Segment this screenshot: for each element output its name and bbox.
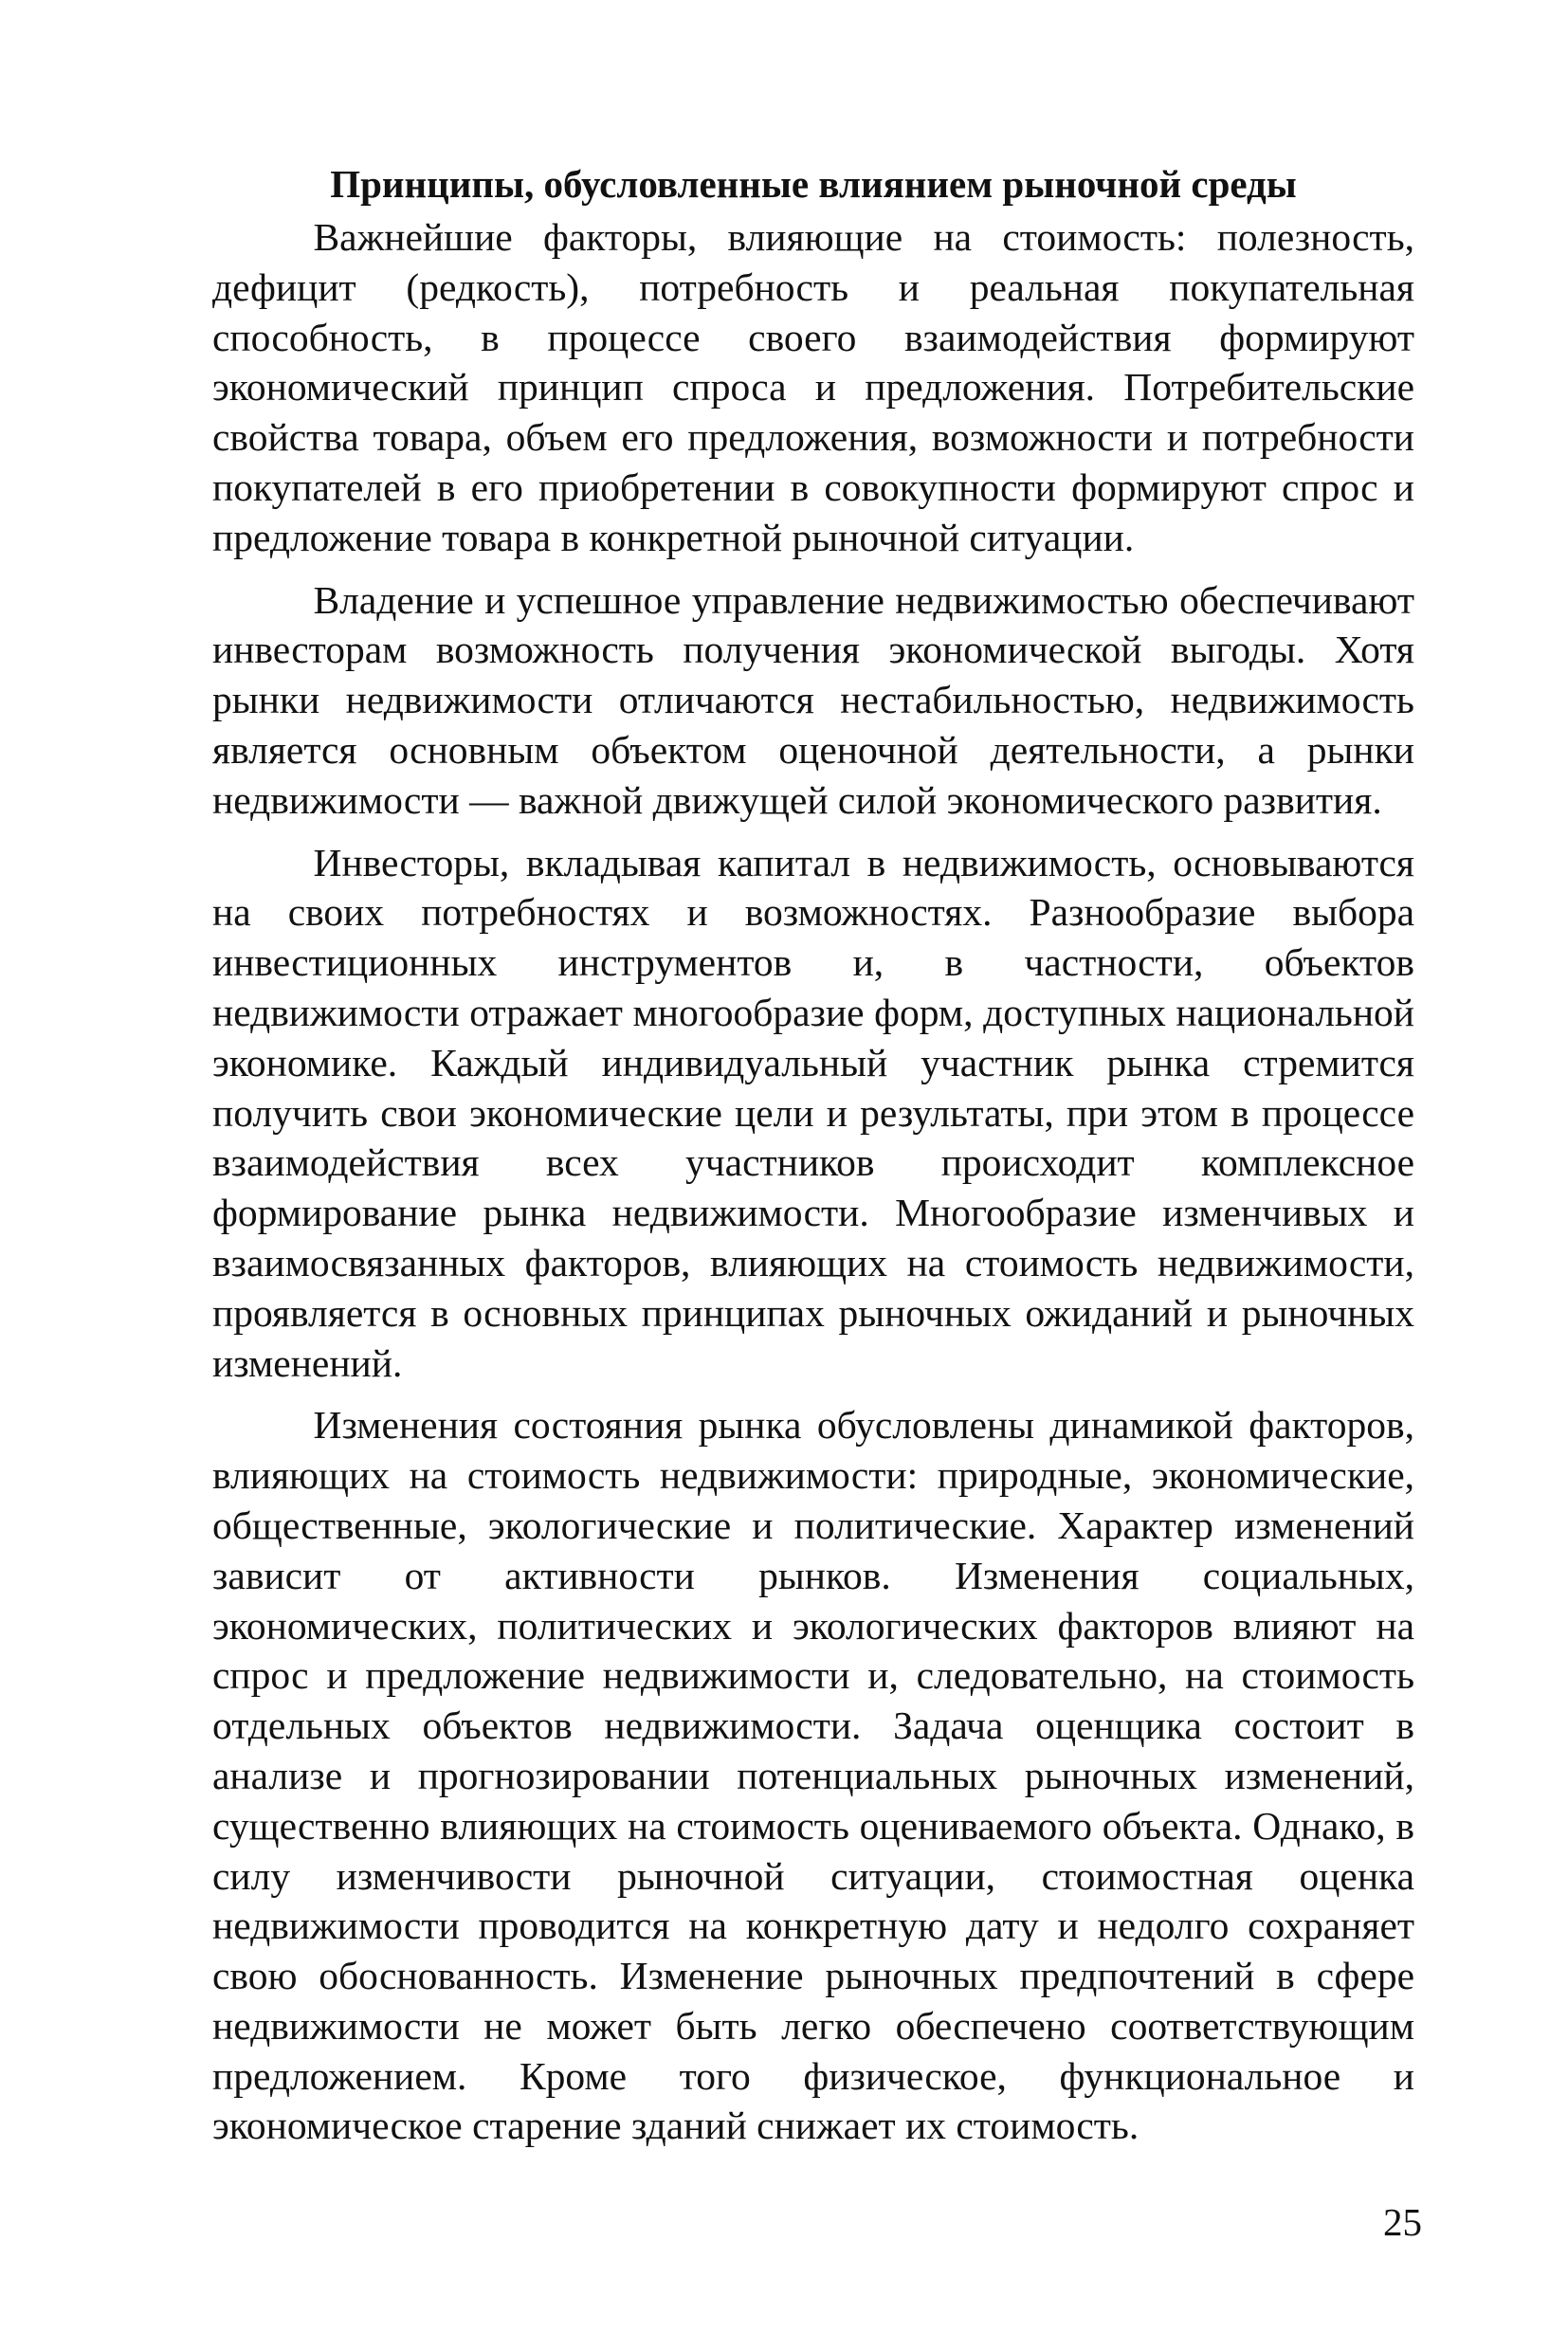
text-block	[212, 159, 1414, 2163]
page-number: 25	[1383, 2200, 1422, 2244]
paragraph-1: Важнейшие факторы, влияющие на стоимость: полезность, дефицит (редкость), потребность и реальная покупательная способность, в процессе своего взаимодействия формируют экономический принцип спроса и предложения. Потребительские свойства товара, объем его предложения, возможности и потребности покупателей в его приобретении в совокупности формируют спрос и предложение товара в конкретной рыночной ситуации.	[212, 215, 1414, 559]
paragraph-4: Изменения состояния рынка обусловлены динамикой факторов, влияющих на стоимость недвижимости: природные, экономические, общественные, экологические и политические. Характер изменений зависит от активности рынков. Изменения социальных, экономических, политических и экологических факторов влияют на спрос и предложение недвижимости и, следовательно, на стоимость отдельных объектов недвижимости. Задача оценщика состоит в анализе и прогнозировании потенциальных рыночных изменений, существенно влияющих на стоимость оцениваемого объекта. Однако, в силу изменчивости рыночной ситуации, стоимостная оценка недвижимости проводится на конкретную дату и недолго сохраняет свою обоснованность. Изменение рыночных предпочтений в сфере недвижимости не может быть легко обеспечено соответствующим предложением. Кроме того физическое, функциональное и экономическое старение зданий снижает их стоимость.	[212, 1403, 1414, 2148]
paragraph-2: Владение и успешное управление недвижимостью обеспечивают инвесторам возможность получения экономической выгоды. Хотя рынки недвижимости отличаются нестабильностью, недвижимость является основным объектом оценочной деятельности, а рынки недвижимости — важной движущей силой экономического развития.	[212, 577, 1414, 822]
section-heading: Принципы, обусловленные влиянием рыночной среды	[330, 162, 1297, 206]
paragraph-3: Инвесторы, вкладывая капитал в недвижимость, основываются на своих потребностях и возможностях. Разнообразие выбора инвестиционных инструментов и, в частности, объектов недвижимости отражает многообразие форм, доступных национальной экономике. Каждый индивидуальный участник рынка стремится получить свои экономические цели и результаты, при этом в процессе взаимодействия всех участников происходит комплексное формирование рынка недвижимости. Многообразие изменчивых и взаимосвязанных факторов, влияющих на стоимость недвижимости, проявляется в основных принципах рыночных ожиданий и рыночных изменений.	[212, 840, 1414, 1385]
